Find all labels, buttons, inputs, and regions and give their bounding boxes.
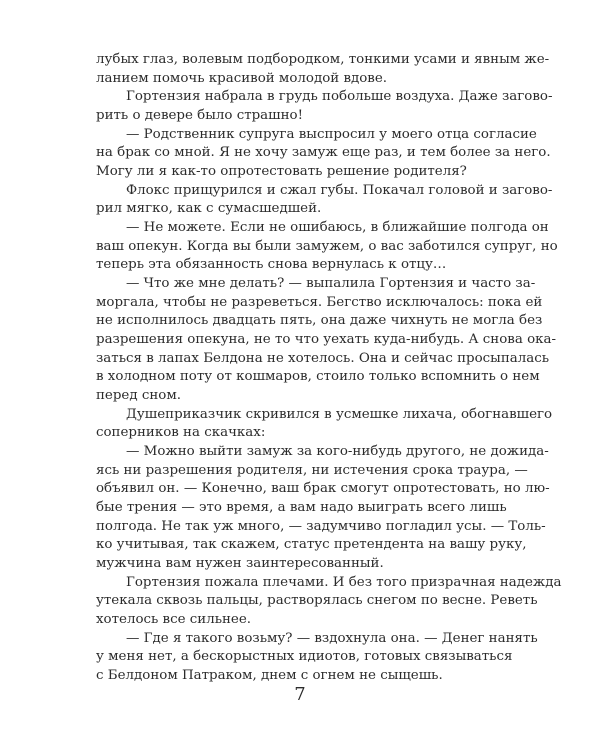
text-line: моргала, чтобы не разреветься. Бегство исключалось: пока ей [96,294,543,310]
text-line: Душеприказчик скривился в усмешке лихача, обогнавшего [126,406,553,422]
text-line: — Не можете. Если не ошибаюсь, в ближайшие полгода он [126,220,549,235]
text-line: разрешения опекуна, не то что уехать куда-нибудь. А снова ока- [96,332,557,347]
text-line: соперников на скачках: [96,425,266,441]
text-line: бые трения — это время, а вам надо выиграть всего лишь [96,500,507,515]
text-line: — Что же мне делать? — выпалила Гортензия и часто за- [126,276,536,291]
text-line: ко учитывая, так скажем, статус претендента на вашу руку, [96,537,527,553]
text-line: Гортензия набрала в грудь побольше воздуха. Даже загово- [126,89,553,105]
text-line: лубых глаз, волевым подбородком, тонкими усами и явным же- [96,52,550,67]
text-line: ясь ни разрешения родителя, ни истечения срока траура, — [96,462,528,478]
text-line: рил мягко, как с сумасшедшей. [96,201,322,217]
text-line: — Где я такого возьму? — вздохнула она. — Денег нанять [126,630,538,646]
text-line: полгода. Не так уж много, — задумчиво погладил усы. — Толь- [96,518,546,534]
text-line: в холодном поту от кошмаров, стоило только вспомнить о нем [96,369,540,385]
text-line: с Белдоном Патраком, днем с огнем не сыщешь. [96,668,443,683]
text-line: мужчина вам нужен заинтересованный. [96,556,384,571]
text-line: перед сном. [96,388,182,403]
text-line: — Можно выйти замуж за кого-нибудь другого, не дожида- [126,444,549,459]
text-line: теперь эта обязанность снова вернулась к отцу… [96,257,447,273]
text-line: Флокс прищурился и сжал губы. Покачал головой и загово- [126,182,553,198]
text-line: ланием помочь красивой молодой вдове. [96,70,388,86]
text-line: не исполнилось двадцать пять, она даже чихнуть не могла без [96,313,543,329]
text-line: хотелось все сильнее. [96,612,252,627]
page-number: 7 [294,684,306,705]
text-line: на брак со мной. Я не хочу замуж еще раз, и тем более за него. [96,145,551,161]
text-line: ваш опекун. Когда вы были замужем, о вас заботился супруг, но [96,238,558,254]
text-line: объявил он. — Конечно, ваш брак смогут опротестовать, но лю- [96,481,550,497]
text-line: рить о девере было страшно! [96,108,303,123]
text-line: Гортензия пожала плечами. И без того призрачная надежда [126,574,562,590]
text-line: Могу ли я как-то опротестовать решение родителя? [96,164,467,179]
text-line: утекала сквозь пальцы, растворялась снегом по весне. Реветь [96,593,538,609]
text-line: у меня нет, а бескорыстных идиотов, готовых связываться [96,649,513,665]
text-line: заться в лапах Белдона не хотелось. Она и сейчас просыпалась [96,350,550,366]
text-line: — Родственник супруга выспросил у моего отца согласие [126,126,537,142]
